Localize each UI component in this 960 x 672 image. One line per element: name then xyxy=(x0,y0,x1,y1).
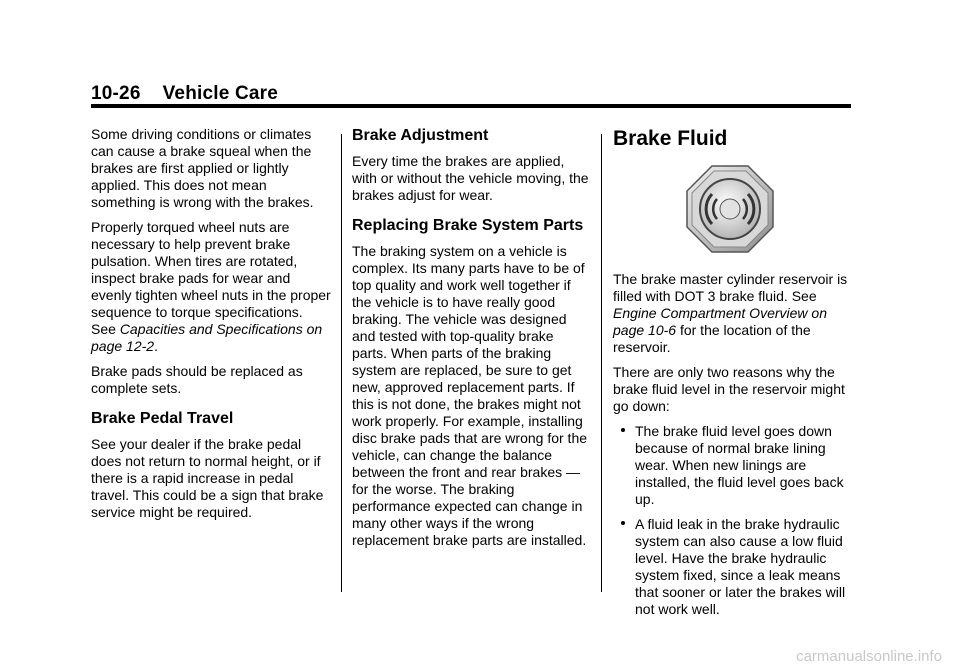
list-item-text: The brake fluid level goes down because of normal brake lining wear. When new linings are installed, the fluid level goes back up. xyxy=(635,423,844,507)
header-rule xyxy=(91,104,851,108)
list-item xyxy=(613,423,858,508)
paragraph xyxy=(91,219,331,355)
column-middle xyxy=(352,126,590,557)
paragraph-text: Properly torqued wheel nuts are necessary to help prevent brake pulsation. When tires are rotated, inspect brake pads for wear and evenly tighten wheel nuts in the proper sequence to torque specifications. See xyxy=(91,219,331,337)
section-title: Vehicle Care xyxy=(162,83,279,104)
cross-reference-link[interactable]: Engine Compartment Overview on page 10-6 xyxy=(613,305,827,338)
column-right xyxy=(613,126,858,626)
paragraph: See your dealer if the brake pedal does not return to normal height, or if there is a rapid increase in pedal travel. This could be a sign that brake service might be required. xyxy=(91,436,324,520)
cross-reference-link[interactable]: Capacities and Specifications on page 12-2 xyxy=(91,321,323,354)
page-header xyxy=(91,83,278,105)
brake-fluid-cap-icon xyxy=(685,164,775,254)
bullet-icon xyxy=(621,428,625,432)
paragraph-text: for the location of the reservoir. xyxy=(613,322,811,355)
column-divider xyxy=(601,134,602,592)
page-number: 10-26 xyxy=(91,83,141,104)
paragraph: Brake pads should be replaced as complete sets. xyxy=(91,363,303,396)
list-item-text: A fluid leak in the brake hydraulic system can also cause a low fluid level. Have the brake hydraulic system fixed, since a leak means that sooner or later the brakes will not work well. xyxy=(635,516,846,617)
list-item xyxy=(613,516,858,618)
paragraph: Every time the brakes are applied, with or without the vehicle moving, the brakes adjust for wear. xyxy=(352,153,589,203)
heading-brake-pedal-travel: Brake Pedal Travel xyxy=(91,410,234,427)
paragraph-text: . xyxy=(154,338,158,354)
heading-brake-adjustment: Brake Adjustment xyxy=(352,127,489,144)
bullet-icon xyxy=(621,521,625,525)
heading-replacing-brake-parts: Replacing Brake System Parts xyxy=(352,217,584,234)
paragraph: The braking system on a vehicle is complex. Its many parts have to be of top quality and work well together if the vehicle is to have really good braking. The vehicle was designed and tested with top-quality brake parts. When parts of the braking system are replaced, be sure to get new, approved replacement parts. If this is not done, the brakes might not work properly. For example, installing disc brake pads that are wrong for the vehicle, can change the balance between the front and rear brakes — for the worse. The braking performance expected can change in many other ways if the wrong replacement brake parts are installed. xyxy=(352,243,588,548)
bullet-list xyxy=(613,423,858,618)
column-divider xyxy=(341,134,342,592)
paragraph xyxy=(613,271,858,356)
column-left xyxy=(91,126,331,529)
heading-brake-fluid: Brake Fluid xyxy=(613,127,728,150)
paragraph: There are only two reasons why the brake fluid level in the reservoir might go down: xyxy=(613,364,845,414)
watermark: carmanualsonline.info xyxy=(796,648,942,665)
paragraph: Some driving conditions or climates can cause a brake squeal when the brakes are first applied or lightly applied. This does not mean something is wrong with the brakes. xyxy=(91,126,314,210)
paragraph-text: The brake master cylinder reservoir is filled with DOT 3 brake fluid. See xyxy=(613,271,848,304)
